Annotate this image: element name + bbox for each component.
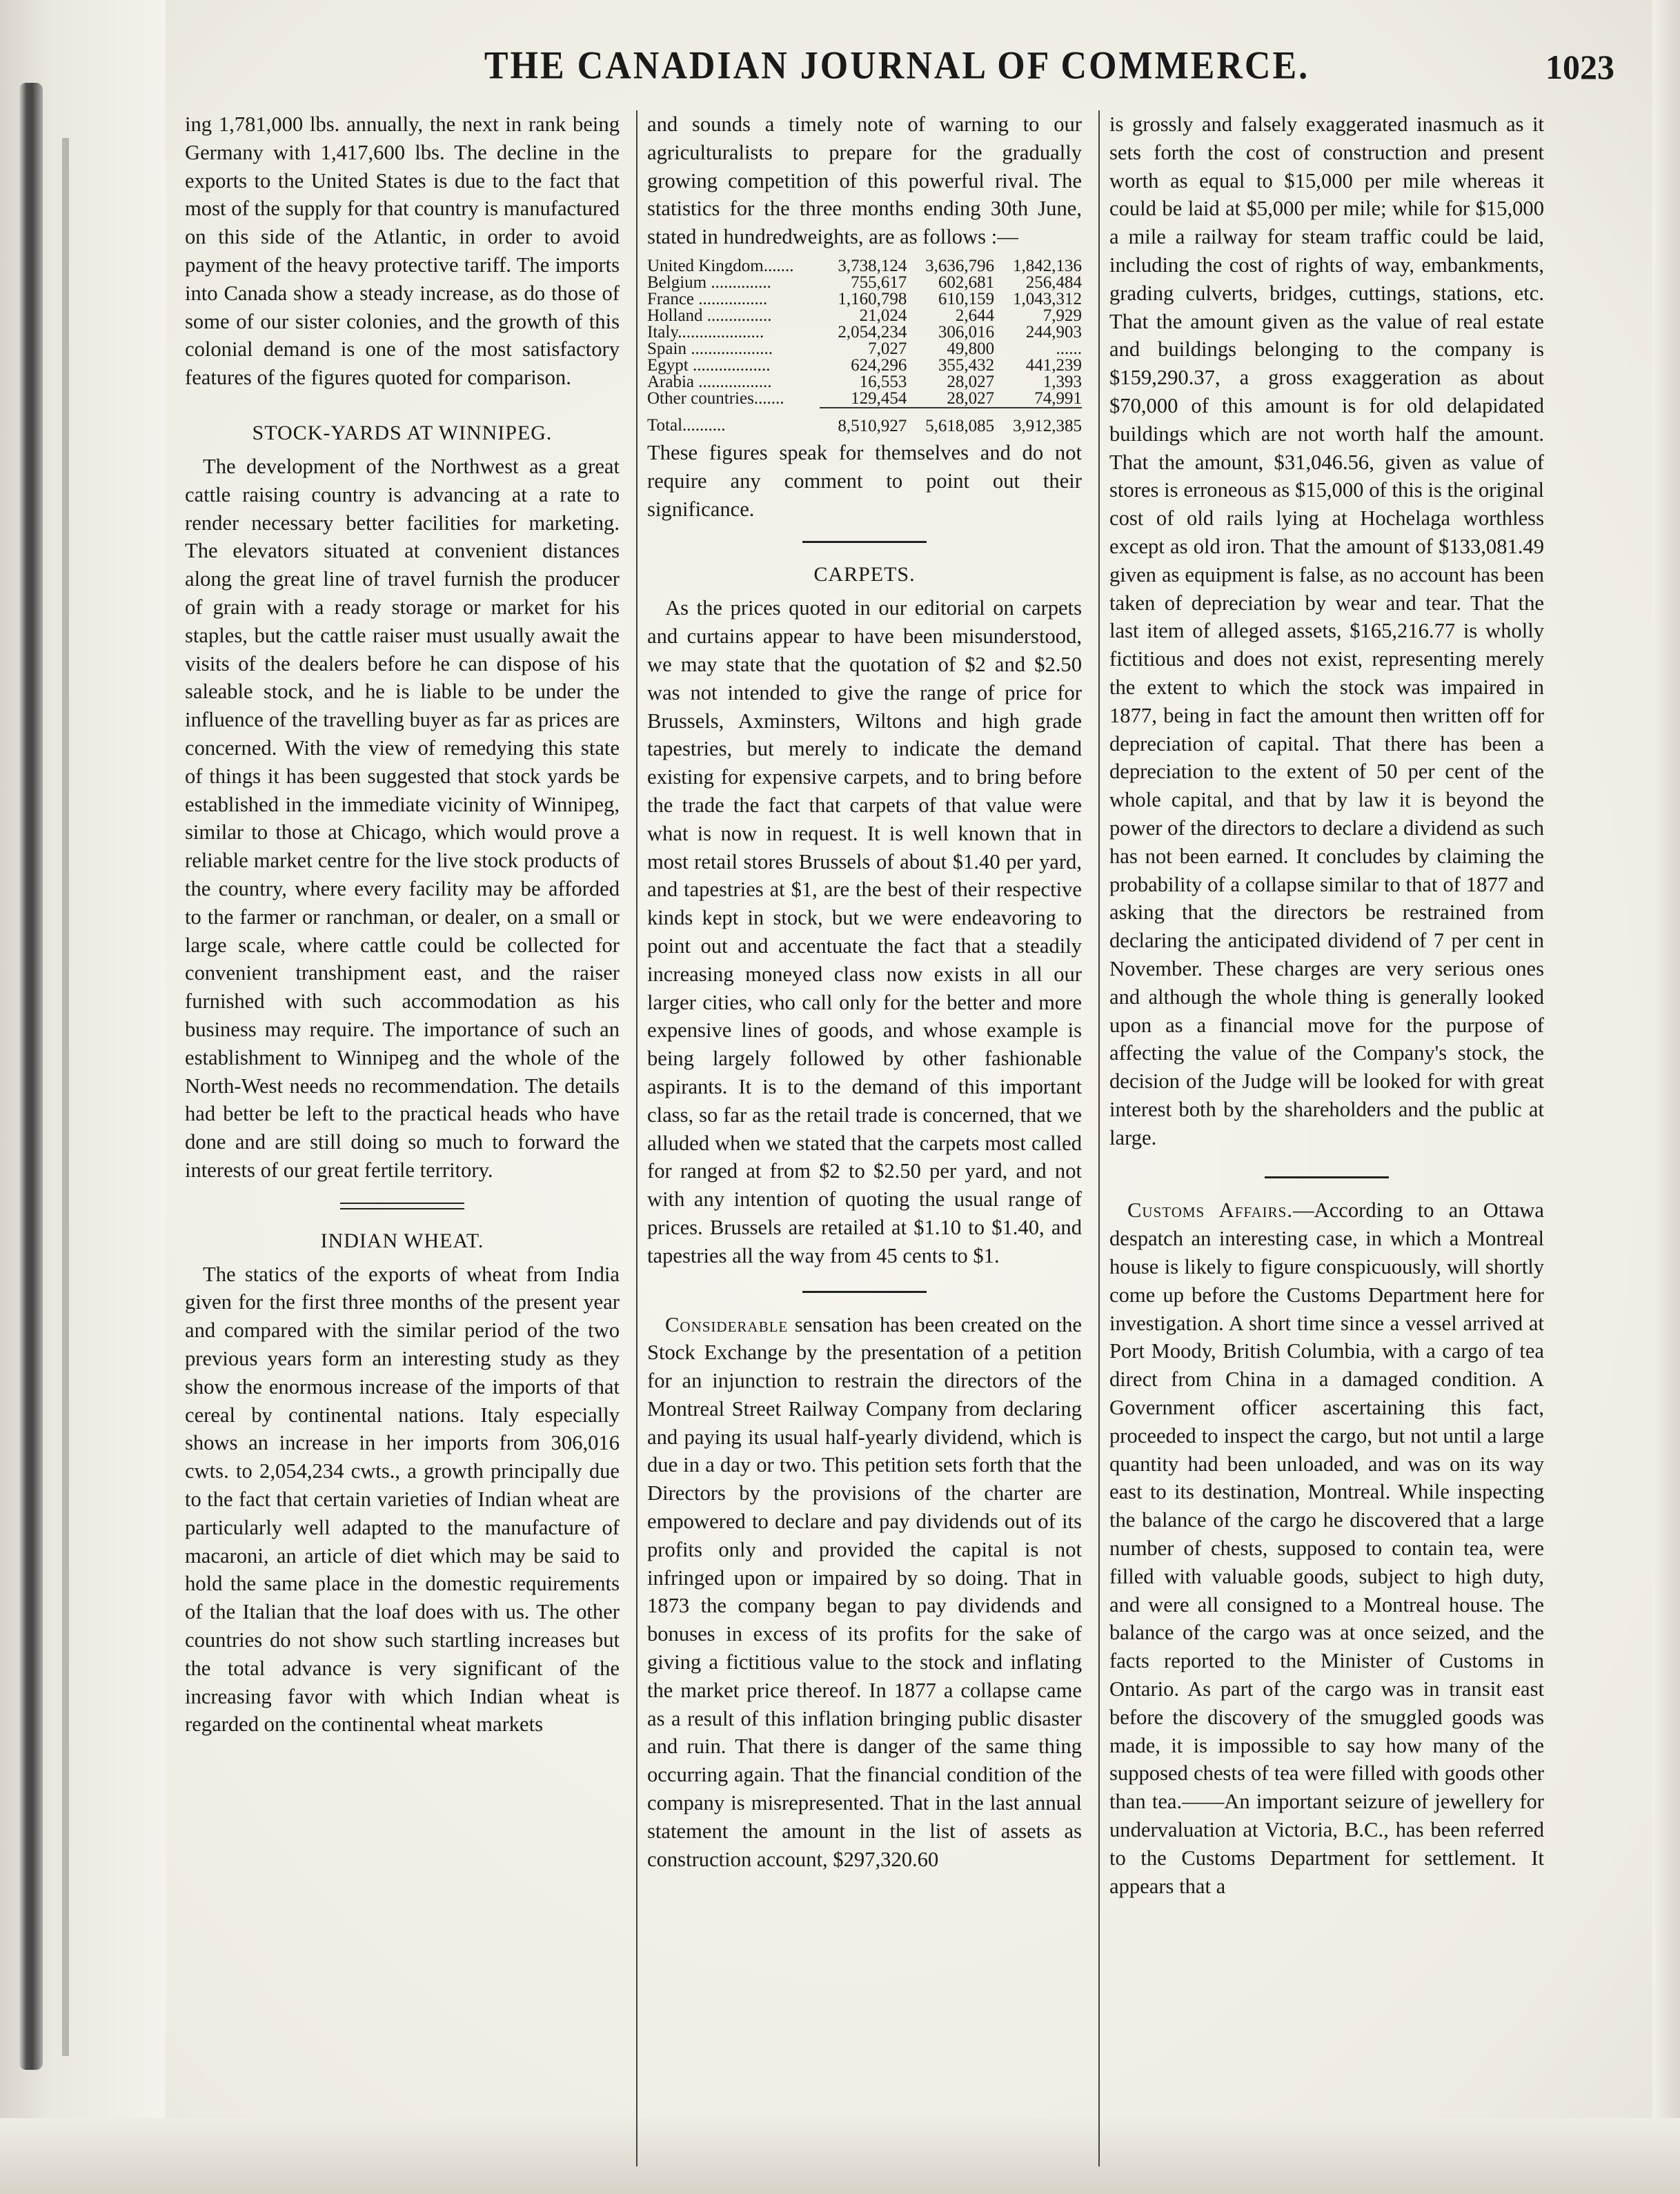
section-separator xyxy=(340,1203,464,1209)
wheat-statistics-table xyxy=(647,258,1082,435)
value-cell: 2,054,234 xyxy=(838,322,907,342)
table-total-row xyxy=(647,408,1082,435)
section-heading-wheat: INDIAN WHEAT. xyxy=(320,1229,484,1252)
value-cell: 441,239 xyxy=(1025,355,1082,375)
value-cell: 1,393 xyxy=(1042,372,1082,391)
value-cell: 28,027 xyxy=(947,372,995,391)
country-cell: Holland ............... xyxy=(647,306,772,325)
value-cell: 256,484 xyxy=(1025,273,1082,292)
table-row xyxy=(647,258,1082,275)
value-cell: 16,553 xyxy=(859,372,907,391)
country-cell: France ................ xyxy=(647,289,768,308)
value-cell: 755,617 xyxy=(851,273,907,292)
total-value: 5,618,085 xyxy=(907,408,994,435)
binding-shadow xyxy=(19,83,43,2070)
article-paragraph: The statics of the exports of wheat from India given for the first three months of the present year and compared with the similar period of the two previous years form an interesting study as they show the enormous increase of the imports of that cereal by continental nations. Italy especially shows an increase in her imports from 306,016 cwts. to 2,054,234 cwts., a growth principally due to the fact that certain varieties of Indian wheat are particularly well adapted to the manufacture of macaroni, an article of diet which may be said to hold the same place in the domestic requirements of the Italian that the loaf does with us. The other countries do not show such startling increases but the total advance is very significant of the increasing favor with which Indian wheat is regarded on the continental wheat markets xyxy=(185,1262,620,1737)
table-row xyxy=(647,308,1082,324)
section-separator xyxy=(802,541,927,543)
value-cell: 129,454 xyxy=(851,388,907,408)
page-edge-right xyxy=(1652,0,1680,2194)
value-cell: 1,842,136 xyxy=(1013,256,1082,275)
section-heading-carpets: CARPETS. xyxy=(813,563,916,586)
value-cell: 21,024 xyxy=(859,306,907,325)
article-paragraph xyxy=(1109,1196,1544,1900)
table-row xyxy=(647,374,1082,391)
page-edge-bottom xyxy=(0,2118,1680,2194)
article-paragraph: and sounds a timely note of warning to our agriculturalists to prepare for the gradually growing competition of this powerful rival. The statistics for the three months ending 30th June, stated in hundredweights, are as follows :— xyxy=(647,112,1082,249)
value-cell: 2,644 xyxy=(955,306,995,325)
value-cell: 7,027 xyxy=(868,339,907,358)
column-1 xyxy=(185,110,620,1739)
value-cell: 355,432 xyxy=(938,355,995,375)
article-paragraph: is grossly and falsely exaggerated inasmuch as it sets forth the cost of construction and present worth as equal to $15,000 per mile whereas it could be laid at $5,000 per mile; while for $15,000 a mile a railway for steam traffic could be laid, including the cost of rights of way, embankments, grading culverts, bridges, cuttings, stations, etc. That the amount given as the value of real estate and buildings belonging to the company is $159,290.37, a gross exaggeration as about $70,000 of this amount is for old delapidated buildings which are not worth half the amount. That the amount, $31,046.56, given as value of stores is erroneous as $15,000 of this is the original cost of old rails lying at Hochelaga worthless except as old iron. That the amount of $133,081.49 given as equipment is false, as no account has been taken of depreciation by wear and tear. That the last item of alleged assets, $165,216.77 is wholly fictitious and does not exist, representing merely the extent to which the stock was impaired in 1877, being in fact the amount then written off for depreciation of capital. That there has been a depreciation to the extent of 50 per cent of the whole capital, and that by law it is beyond the power of the directors to declare a dividend as such has not been earned. It concludes by claiming the probability of a collapse similar to that of 1877 and asking that the directors be restrained from declaring the anticipated dividend of 7 per cent in November. These charges are very serious ones and although the whole thing is generally looked upon as a financial move for the purpose of affecting the value of the Company's stock, the decision of the Judge will be looked for with great interest both by the shareholders and the public at large. xyxy=(1109,112,1544,1149)
value-cell: 610,159 xyxy=(938,289,995,308)
country-cell: Belgium .............. xyxy=(647,273,771,292)
value-cell: 3,738,124 xyxy=(838,256,907,275)
value-cell: ...... xyxy=(1056,339,1082,358)
country-cell: Arabia ................. xyxy=(647,372,772,391)
table-row xyxy=(647,291,1082,308)
value-cell: 1,043,312 xyxy=(1013,289,1082,308)
value-cell: 7,929 xyxy=(1042,306,1082,325)
article-paragraph: These figures speak for themselves and do not require any comment to point out their significance. xyxy=(647,440,1082,521)
article-paragraph: As the prices quoted in our editorial on carpets and curtains appear to have been misunderstood, we may state that the quotation of $2 and $2.50 was not intended to give the range of price for Brussels, Axminsters, Wiltons and high grade tapestries, but merely to indicate the demand existing for expensive carpets, and to bring before the trade the fact that carpets of that value were what is now in request. It is well known that in most retail stores Brussels of about $1.40 per yard, and tapestries at $1, are the best of their respective kinds kept in stock, but we were endeavoring to point out and accentuate the fact that a steadily increasing moneyed class now exists in all our larger cities, who call only for the better and more expensive lines of goods, and whose example is being largely followed by other fashionable aspirants. It is to the demand of this important class, so far as the retail trade is concerned, that we alluded when we stated that the carpets most called for ranged at from $2 to $2.50 per yard, and not with any intention of quoting the usual range of prices. Brussels are retailed at $1.10 to $1.40, and tapestries all the way from 45 cents to $1. xyxy=(647,596,1082,1267)
column-3 xyxy=(1109,110,1544,1900)
table-row xyxy=(647,391,1082,408)
value-cell: 28,027 xyxy=(947,388,995,408)
country-cell: Spain ................... xyxy=(647,339,773,358)
total-label: Total.......... xyxy=(647,416,726,435)
column-rule-1 xyxy=(636,110,638,2166)
table-row xyxy=(647,324,1082,341)
value-cell: 49,800 xyxy=(947,339,995,358)
section-separator xyxy=(1265,1176,1389,1178)
table-row xyxy=(647,275,1082,291)
column-2 xyxy=(647,110,1082,1873)
page-number: 1023 xyxy=(1545,48,1614,86)
lead-in-text: Considerable xyxy=(665,1312,789,1336)
value-cell: 602,681 xyxy=(938,273,995,292)
value-cell: 74,991 xyxy=(1034,388,1082,408)
value-cell: 3,636,796 xyxy=(925,256,995,275)
total-value: 3,912,385 xyxy=(994,408,1082,435)
total-value: 8,510,927 xyxy=(820,408,907,435)
article-paragraph: ing 1,781,000 lbs. annually, the next in rank being Germany with 1,417,600 lbs. The decline in the exports to the United States is due to the fact that most of the supply for that country is manufactured on this side of the Atlantic, in order to avoid payment of the heavy protective tariff. The imports into Canada show a steady increase, as do those of some of our sister colonies, and the growth of this colonial demand is one of the most satisfactory features of the figures quoted for comparison. xyxy=(185,112,620,390)
section-heading-stockyards: STOCK-YARDS AT WINNIPEG. xyxy=(252,421,553,444)
table-row xyxy=(647,357,1082,374)
value-cell: 1,160,798 xyxy=(838,289,907,308)
value-cell: 306,016 xyxy=(938,322,995,342)
section-separator xyxy=(802,1291,927,1293)
country-cell: Other countries....... xyxy=(647,389,784,408)
article-text: sensation has been created on the Stock Exchange by the presentation of a petition for an injunction to restrain the directors of the Montreal Street Railway Company from declaring and paying its usual half-yearly dividend, which is due in a day or two. This petition sets forth that the Directors by the provisions of the charter are empowered to declare and pay dividends out of its profits only and provided the capital is not infringed upon or impaired by so doing. That in 1873 the company began to pay dividends and bonuses in excess of its profits for the sake of giving a fictitious value to the stock and inflating the market price thereof. In 1877 a collapse came as a result of this inflation bringing public disaster and ruin. That there is danger of the same thing occurring again. That the financial condition of the company is misrepresented. That in the last annual statement the amount in the list of assets as construction account, $297,320.60 xyxy=(647,1312,1082,1871)
article-paragraph: The development of the Northwest as a great cattle raising country is advancing at a rate to render necessary better facilities for marketing. The elevators situated at convenient distances along the great line of travel furnish the producer of grain with a ready storage or market for his staples, but the cattle raiser must usually await the visits of the dealers before he can dispose of his saleable stock, and he is liable to be under the influence of the travelling buyer as far as prices are concerned. With the view of remedying this state of things it has been suggested that stock yards be established in the immediate vicinity of Winnipeg, similar to those at Chicago, which would prove a reliable market centre for the live stock products of the country, where every facility may be afforded to the farmer or ranchman, or dealer, on a small or large scale, where cattle could be collected for convenient transhipment east, and the raiser furnished with such accommodation as his business may require. The importance of such an establishment to Winnipeg and the whole of the North-West needs no recommendation. The details had better be left to the practical heads who have done and are still doing so much to forward the interests of our great fertile territory. xyxy=(185,454,620,1182)
country-cell: United Kingdom....... xyxy=(647,256,794,275)
column-rule-2 xyxy=(1098,110,1100,2166)
binding-spine xyxy=(0,0,166,2194)
table-row xyxy=(647,341,1082,357)
value-cell: 624,296 xyxy=(851,355,907,375)
lead-in-text: Customs Affairs. xyxy=(1127,1198,1293,1223)
value-cell: 244,903 xyxy=(1025,322,1082,342)
country-cell: Italy.................... xyxy=(647,322,764,342)
page-header xyxy=(179,46,1614,94)
binding-edge xyxy=(62,138,69,2056)
article-paragraph xyxy=(647,1311,1082,1874)
article-text: —According to an Ottawa despatch an interesting case, in which a Montreal house is likely to figure conspicuously, will shortly come up before the Customs Department here for investigation. A short time since a vessel arrived at Port Moody, British Columbia, with a cargo of tea direct from China in a damaged condition. A Government officer ascertaining this fact, proceeded to inspect the cargo, but not until a large quantity had been unloaded, and was on its way east to its destination, Montreal. While inspecting the balance of the cargo he discovered that a large number of chests, supposed to contain tea, were filled with valuable goods, subject to high duty, and were all consigned to a Montreal house. The balance of the cargo was at once seized, and the facts reported to the Minister of Customs in Ontario. As part of the cargo was in transit east before the discovery of the smuggled goods was made, it is impossible to say how many of the supposed chests of tea were filled with goods other than tea.——An important seizure of jewellery for undervaluation at Victoria, B.C., has been referred to the Customs Department for settlement. It appears that a xyxy=(1109,1198,1544,1898)
journal-title: THE CANADIAN JOURNAL OF COMMERCE. xyxy=(484,44,1310,88)
country-cell: Egypt .................. xyxy=(647,355,771,375)
